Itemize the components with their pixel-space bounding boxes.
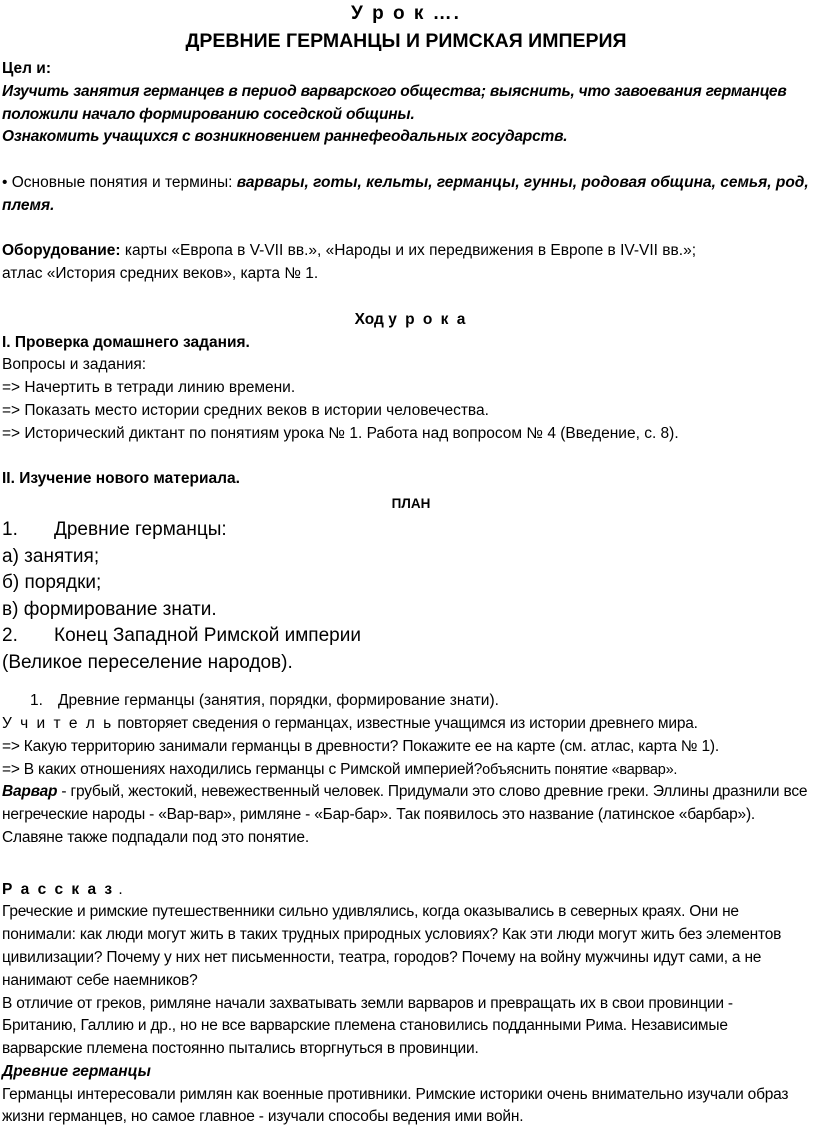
story-dot: . [114,880,123,898]
goals-label: Цел и: [2,60,51,77]
teacher-label: У ч и т е л ь [2,714,114,732]
plan-item-2-num: 2. [2,625,18,647]
goal-line-2: Ознакомить учащихся с возникновением раннефеодальных государств. [2,128,568,146]
part1-heading [2,690,810,713]
plan-item-2-text: Конец Западной Римской империи [54,625,361,647]
plan-item-1-text: Древние германцы: [54,519,227,541]
plan-sub-b: б) порядки; [2,572,102,594]
spacer [2,286,810,309]
concepts-paragraph [2,172,810,218]
part1-heading-text: Древние германцы (занятия, порядки, формирование знати). [58,692,499,710]
teacher-text: повторяет сведения о германцах, известные учащимся из истории древнего мира. [113,714,698,732]
section1-line-2: => Начертить в тетради линию времени. [2,379,296,397]
section1-line-1: Вопросы и задания: [2,356,147,374]
plan-item-2-cont: (Великое переселение народов). [2,651,293,673]
spacer [2,149,810,172]
equipment-label: Оборудование: [2,242,121,260]
barbar-text: - грубый, жестокий, невежественный человек. Придумали это слово древние греки. Эллины дразнили все негреческие народы - «Вар-вар», римляне - «Бар-бар». Так появилось это название (латинское «барбар»). Славяне также подпадали под это понятие. [2,783,808,846]
lesson-label: У р о к …. [351,3,461,24]
course-heading-a: Ход [354,310,389,328]
plan-heading: ПЛАН [391,496,431,512]
story-paragraph-1: Греческие и римские путешественники сильно удивлялись, когда оказывались в северных краях. Они не понимали: как люди могут жить в таких трудных природных условиях? Как эти люди могут жить без элементов цивилизации? Почему у них нет письменности, театра, городов? Почему на войну мужчины идут сами, а не нанимают себе наемников? [2,903,782,989]
story-subheading: Древние германцы [2,1062,151,1080]
equipment-text-2: атлас «История средних веков», карта № 1. [2,265,319,283]
story-heading [2,879,810,902]
lesson-title: ДРЕВНИЕ ГЕРМАНЦЫ И РИМСКАЯ ИМПЕРИЯ [185,30,627,52]
section1-line-3: => Показать место истории средних веков в истории человечества. [2,401,489,419]
question-2-note: объяснить понятие «варвар». [482,761,678,778]
equipment-text: карты «Европа в V-VII вв.», «Народы и их передвижения в Европе в IV-VII вв.»; [120,242,696,260]
teacher-paragraph [2,713,810,736]
spacer [2,850,810,873]
plan-sub-a: а) занятия; [2,545,100,567]
section2-heading: II. Изучение нового материала. [2,470,240,488]
barbar-term: Варвар [2,783,58,801]
spacer [2,218,810,241]
spacer [2,446,810,469]
concepts-terms: варвары, готы, кельты, германцы, гунны, родовая община, семья, род, племя. [2,173,809,214]
plan-item-1-num: 1. [2,519,18,541]
question-2 [2,759,810,782]
question-2-text: => В каких отношениях находились германцы с Римской империей? [2,760,483,778]
part1-num: 1. [30,692,43,710]
story-paragraph-2: В отличие от греков, римляне начали захватывать земли варваров и превращать их в свои провинции - Британию, Галлию и др., но не все варварские племена становились подданными Рима. Независимые варварские племена постоянно пытались вторгнуться в провинции. [2,994,733,1058]
document-page [2,2,810,1129]
section1-heading: I. Проверка домашнего задания. [2,333,250,351]
course-heading-b: у р о к а [388,310,468,328]
equipment-paragraph [2,240,810,263]
story-label: Р а с с к а з [2,880,115,898]
course-heading [12,309,810,332]
plan-item-2 [2,623,810,650]
story-paragraph-3: Германцы интересовали римлян как военные противники. Римские историки очень внимательно изучали образ жизни германцев, но самое главное - изучали способы ведения ими войн. [2,1085,789,1126]
section1-line-4: => Исторический диктант по понятиям урока № 1. Работа над вопросом № 4 (Введение, с. 8). [2,424,679,442]
goal-line-1: Изучить занятия германцев в период варварского общества; выяснить, что завоевания германцев положили начало формированию соседской общины. [2,82,787,123]
question-1: => Какую территорию занимали германцы в древности? Покажите ее на карте (см. атлас, карта № 1). [2,737,719,755]
plan-item-1 [2,517,810,544]
plan-sub-c: в) формирование знати. [2,598,217,620]
concepts-prefix: • Основные понятия и термины: [2,173,237,191]
barbar-paragraph [2,781,810,849]
